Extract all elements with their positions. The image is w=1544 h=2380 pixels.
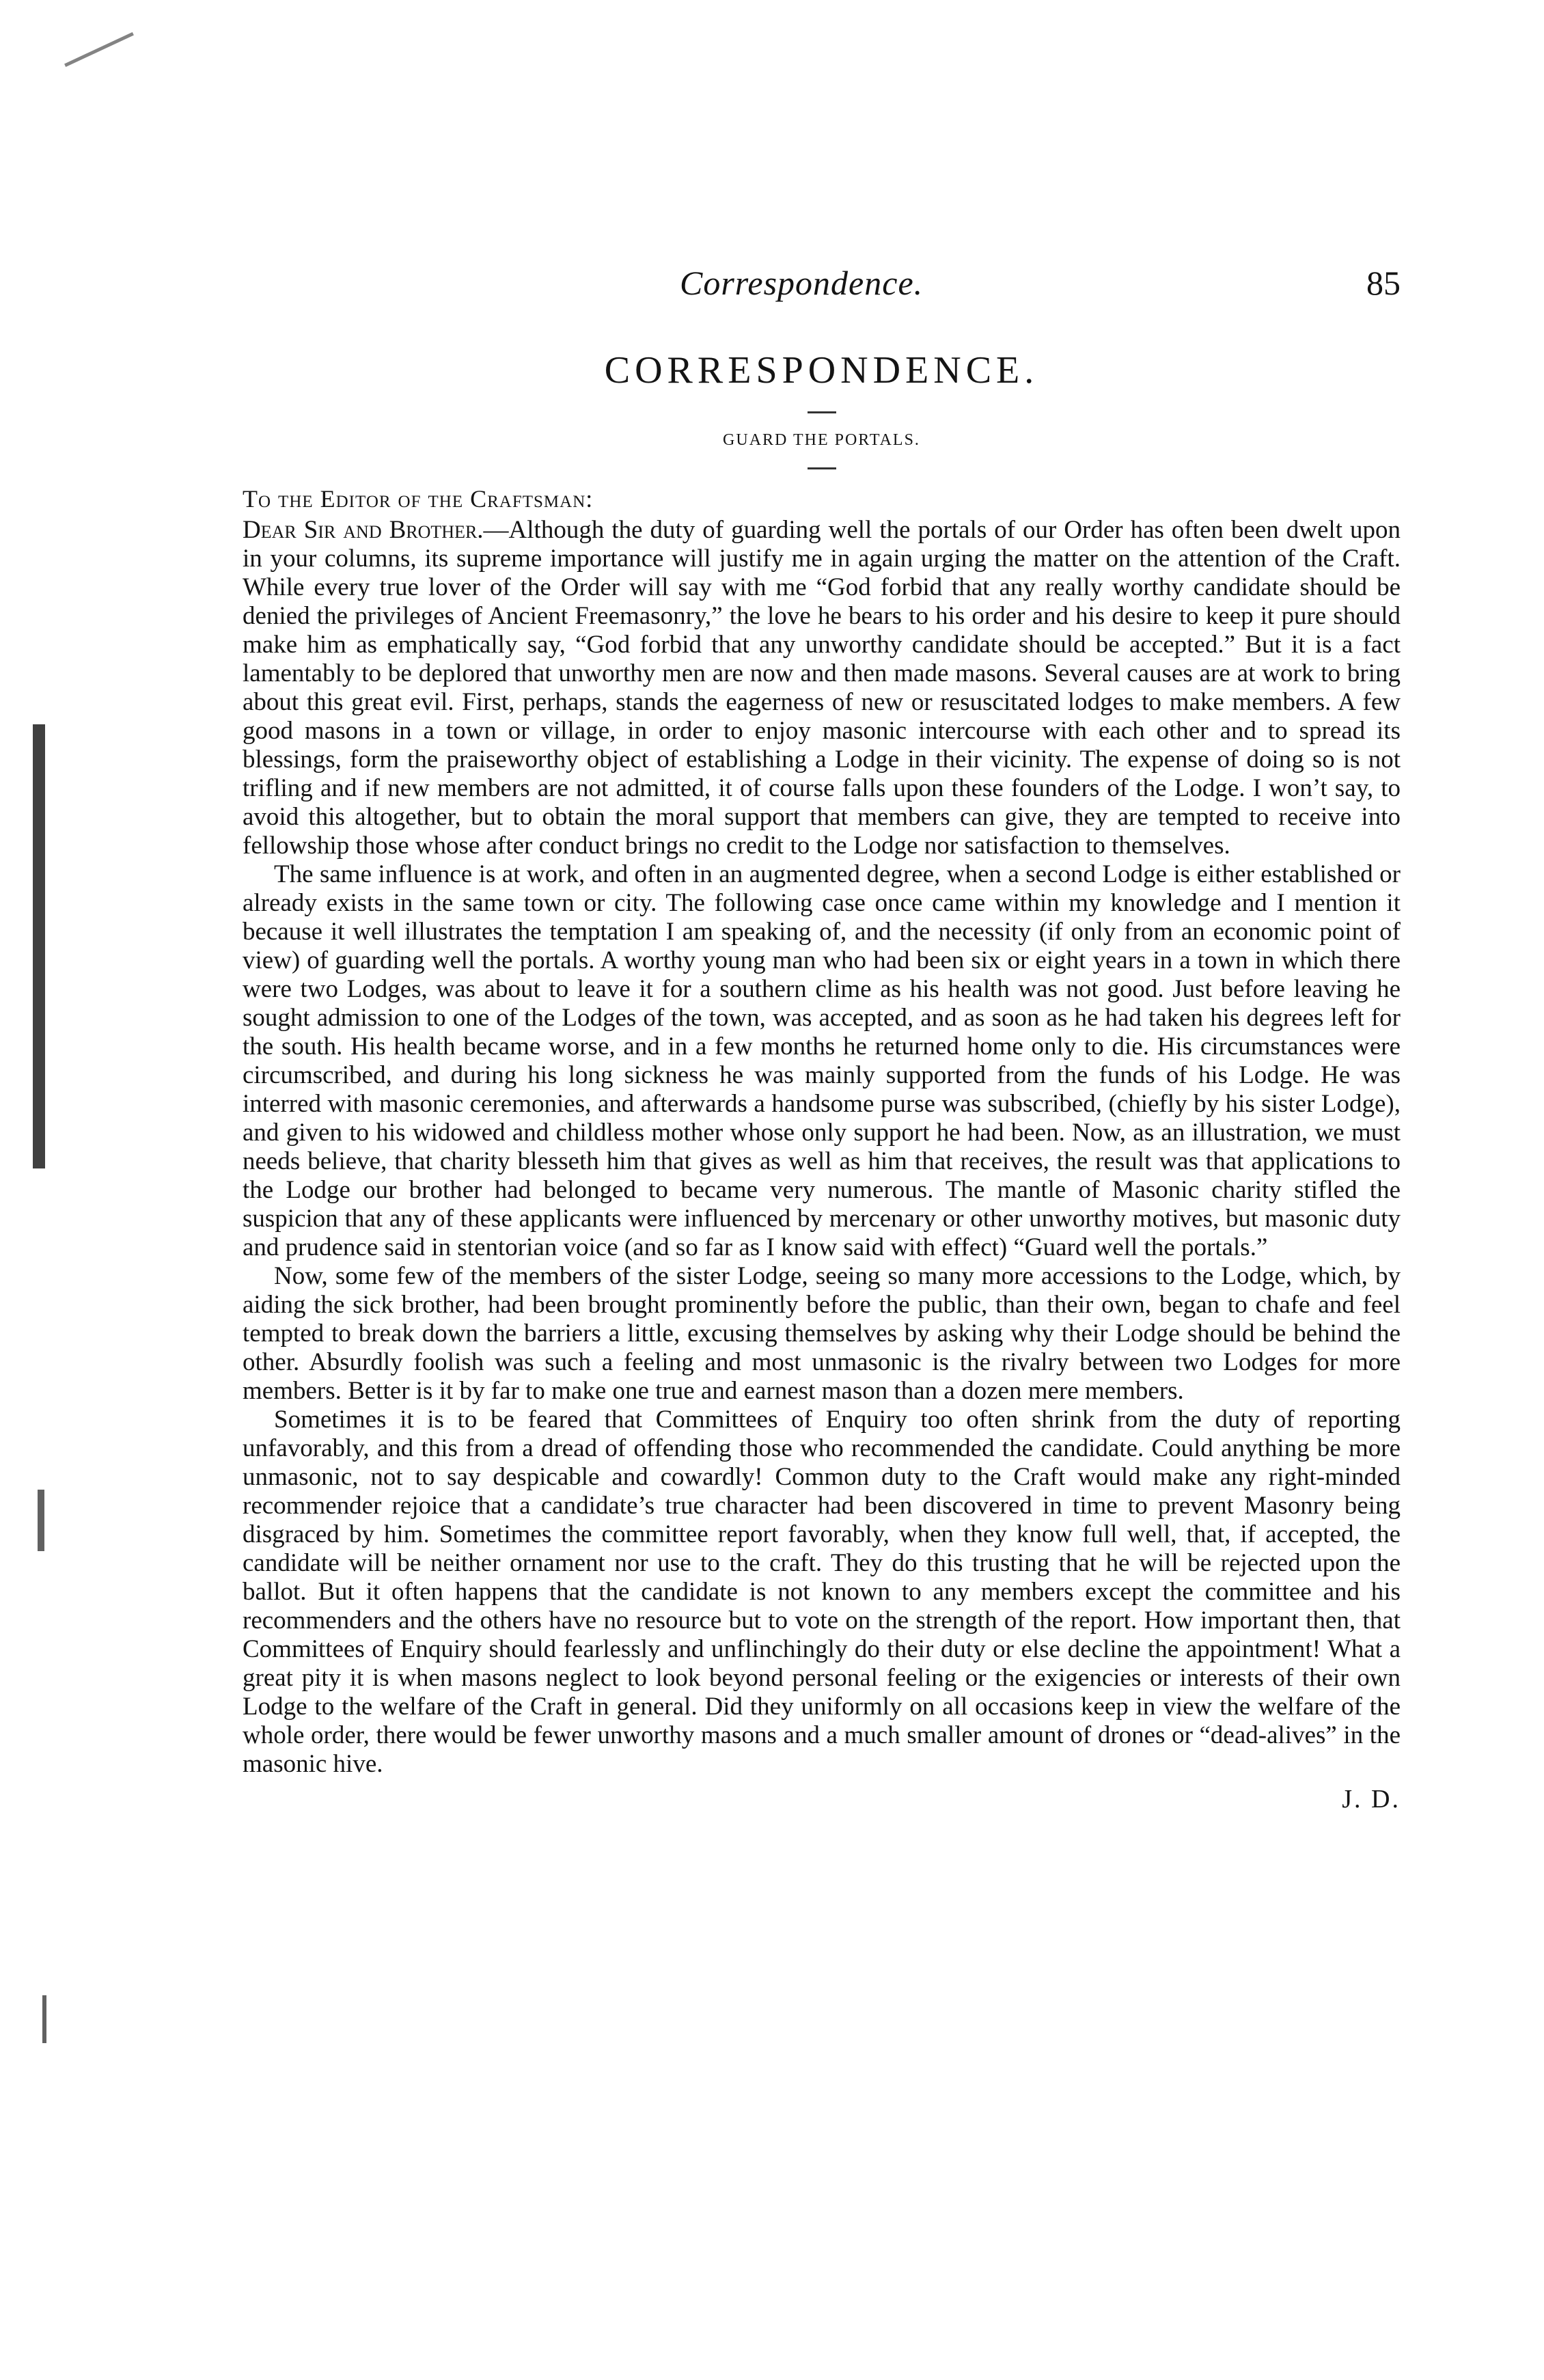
paragraph-text: Sometimes it is to be feared that Committees of Enquiry too often shrink from the duty of reporting unfavorably, and this from a dread of offending those who recommended the candidate. Could anything be more unmasonic, not to say despicable and cowardly! Common duty to the Craft would make any right-minded recommender rejoice that a candidate’s true character had been discovered in time to prevent Masonry being disgraced by him. Sometimes the committee report favorably, when they know full well, that, if accepted, the candidate will be neither ornament nor use to the craft. They do this trusting that he will be rejected upon the ballot. But it often happens that the candidate is not known to any members except the committee and his recommenders and the others have no resource but to vote on the strength of the report. How important then, that Committees of Enquiry should fearlessly and unflinchingly do their duty or else decline the appointment! What a great pity it is when masons neglect to look beyond personal feeling or the exigencies or interests of their own Lodge to the welfare of the Craft in general. Did they uniformly on all occasions keep in view the welfare of the whole order, there would be fewer unworthy masons and a much smaller amount of drones or “dead-alives” in the masonic hive. — [243, 1406, 1401, 1778]
section-heading: CORRESPONDENCE. — [604, 349, 1039, 392]
paragraph — [243, 516, 1401, 860]
paragraph-lead-in: Dear Sir and Brother. — [243, 516, 484, 544]
letter-body — [243, 516, 1401, 1779]
paragraph — [243, 860, 1401, 1262]
paragraph — [243, 1406, 1401, 1779]
heading-rule — [808, 411, 836, 413]
scan-edge-mark — [38, 1490, 44, 1551]
paragraph-text: —Although the duty of guarding well the portals of our Order has often been dwelt upon in your columns, its supreme importance will justify me in again urging the matter on the attention of the Craft. While every true lover of the Order will say with me “God forbid that any really worthy candidate should be denied the privileges of Ancient Freemasonry,” the love he bears to his order and his desire to keep it pure should make him as emphatically say, “God forbid that any unworthy candidate should be accepted.” But it is a fact lamentably to be deplored that unworthy men are now and then made masons. Several causes are at work to bring about this great evil. First, perhaps, stands the eagerness of new or resuscitated lodges to make members. A few good masons in a town or village, in order to enjoy masonic intercourse with each other and to spread its blessings, form the praiseworthy object of establishing a Lodge in their vicinity. The expense of doing so is not trifling and if new members are not admitted, it of course falls upon these founders of the Lodge. I won’t say, to avoid this altogether, but to obtain the moral support that members can give, they are tempted to receive into fellowship those whose after conduct brings no credit to the Lodge nor satisfaction to themselves. — [243, 516, 1401, 860]
scan-edge-mark — [64, 32, 134, 67]
paragraph-text: The same influence is at work, and often in an augmented degree, when a second Lodge is either established or already exists in the same town or city. The following case once came within my knowledge and I mention it because it well illustrates the temptation I am speaking of, and the necessity (if only from an economic point of view) of guarding well the portals. A worthy young man who had been six or eight years in a town in which there were two Lodges, was about to leave it for a southern clime as his health was not good. Just before leaving he sought admission to one of the Lodges of the town, was accepted, and as soon as he had taken his degrees left for the south. His health became worse, and in a few months he returned home only to die. His circumstances were circumscribed, and during his long sickness he was mainly supported from the funds of his Lodge. He was interred with masonic ceremonies, and afterwards a handsome purse was subscribed, (chiefly by his sister Lodge), and given to his widowed and childless mother whose only support he had been. Now, as an illustration, we must needs believe, that charity blesseth him that gives as well as him that receives, the result was that applications to the Lodge our brother had belonged to became very numerous. The mantle of Masonic charity stifled the suspicion that any of these applicants were influenced by mercenary or other unworthy motives, but masonic duty and prudence said in stentorian voice (and so far as I know said with effect) “Guard well the portals.” — [243, 860, 1401, 1261]
article-subheading: GUARD THE PORTALS. — [723, 431, 920, 449]
scan-edge-mark — [42, 1995, 46, 2043]
running-title: Correspondence. — [680, 264, 924, 302]
document-page — [243, 225, 1401, 1814]
subheading-rule — [808, 467, 836, 469]
running-head — [243, 225, 1401, 301]
salutation: To the Editor of the Craftsman: — [243, 485, 594, 512]
paragraph — [243, 1262, 1401, 1406]
signature: J. D. — [1342, 1785, 1401, 1814]
scan-edge-mark — [33, 724, 45, 1168]
paragraph-text: Now, some few of the members of the sister Lodge, seeing so many more accessions to the Lodge, which, by aiding the sick brother, had been brought prominently before the public, than their own, began to chafe and feel tempted to break down the barriers a little, excusing themselves by asking why their Lodge should be behind the other. Absurdly foolish was such a feeling and most unmasonic is the rivalry between two Lodges for more members. Better is it by far to make one true and earnest mason than a dozen mere members. — [243, 1262, 1401, 1405]
page-number: 85 — [1366, 264, 1401, 302]
